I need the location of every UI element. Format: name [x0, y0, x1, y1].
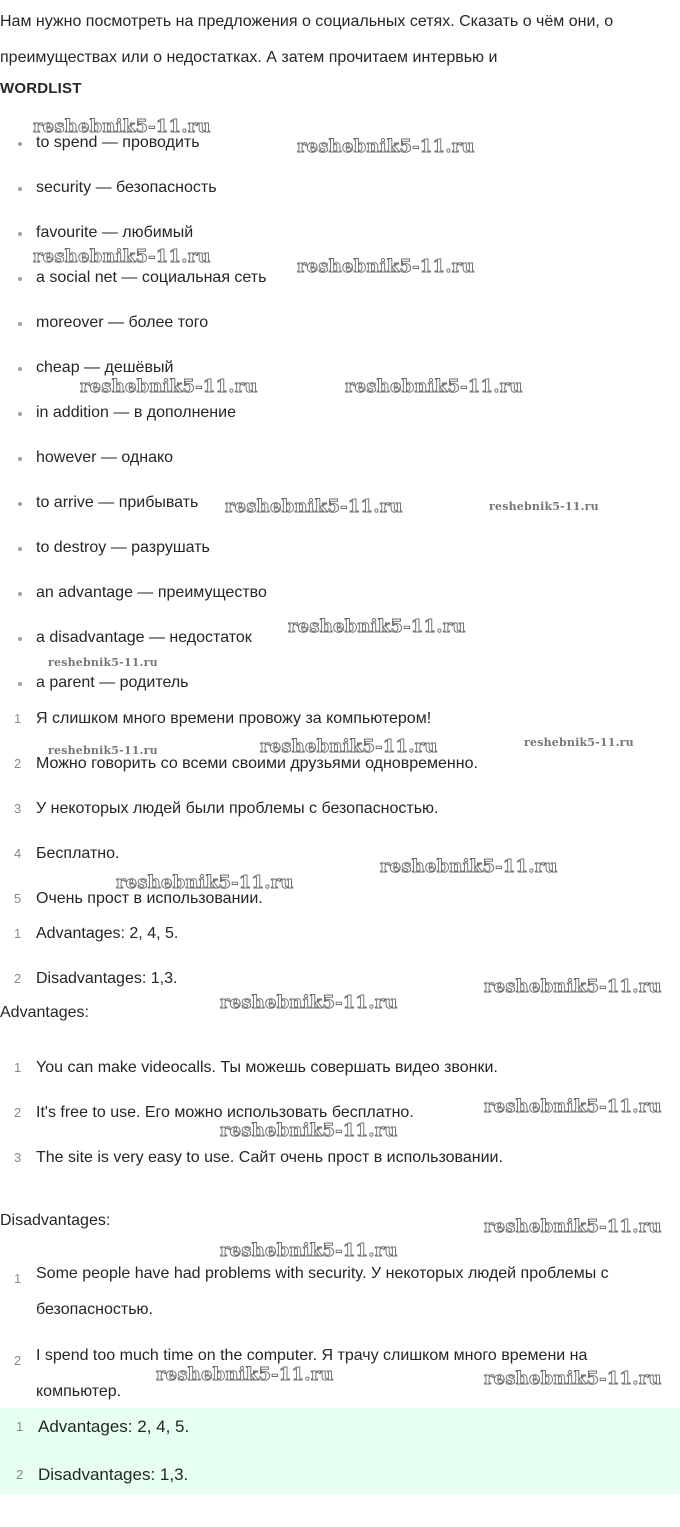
- item-number: 2: [14, 756, 22, 771]
- item-text: Advantages: 2, 4, 5.: [36, 925, 179, 942]
- item-number: 1: [14, 1060, 22, 1075]
- list-item: [0, 751, 478, 796]
- item-number: 2: [16, 1467, 24, 1482]
- watermark: reshebnik5-11.ru: [33, 246, 211, 267]
- list-item: [2, 1414, 189, 1462]
- item-text: The site is very easy to use. Сайт очень прост в использовании.: [36, 1149, 503, 1166]
- list-item: [0, 1055, 503, 1100]
- watermark: reshebnik5-11.ru: [484, 1368, 662, 1389]
- list-item: an advantage — преимущество: [0, 580, 267, 625]
- watermark: reshebnik5-11.ru: [380, 856, 558, 877]
- watermark: reshebnik5-11.ru: [484, 1216, 662, 1237]
- list-item: to destroy — разрушать: [0, 535, 267, 580]
- disadvantages-label: Disadvantages:: [0, 1212, 111, 1229]
- item-number: 1: [14, 711, 22, 726]
- list-item: in addition — в дополнение: [0, 400, 267, 445]
- item-text: Disadvantages: 1,3.: [36, 970, 178, 987]
- item-text: You can make videocalls. Ты можешь совершать видео звонки.: [36, 1059, 498, 1076]
- item-text: Очень прост в использовании.: [36, 890, 263, 907]
- item-text: Можно говорить со всеми своими друзьями одновременно.: [36, 755, 478, 772]
- list-item: [0, 921, 178, 966]
- watermark: reshebnik5-11.ru: [220, 1120, 398, 1141]
- wordlist: [0, 130, 267, 715]
- classification-list: [0, 921, 178, 1011]
- list-item: [0, 796, 478, 841]
- list-item: [0, 1256, 678, 1328]
- list-item: [0, 1100, 503, 1145]
- item-number: 2: [14, 1105, 22, 1120]
- watermark: reshebnik5-11.ru: [156, 1364, 334, 1385]
- list-item: favourite — любимый: [0, 220, 267, 265]
- watermark: reshebnik5-11.ru: [33, 116, 211, 137]
- list-item: a disadvantage — недостаток: [0, 625, 267, 670]
- answer-box: [0, 1408, 680, 1494]
- answer-list: [2, 1414, 189, 1510]
- list-item: [0, 706, 478, 751]
- item-text: It's free to use. Его можно использовать бесплатно.: [36, 1104, 414, 1121]
- item-number: 5: [14, 891, 22, 906]
- list-item: [0, 1338, 678, 1410]
- watermark: reshebnik5-11.ru: [48, 656, 158, 669]
- watermark: reshebnik5-11.ru: [484, 1096, 662, 1117]
- watermark: reshebnik5-11.ru: [484, 976, 662, 997]
- item-number: 2: [14, 1353, 22, 1368]
- item-number: 1: [16, 1419, 24, 1434]
- list-item: cheap — дешёвый: [0, 355, 267, 400]
- watermark: reshebnik5-11.ru: [220, 1240, 398, 1261]
- item-text: Some people have had problems with security. У некоторых людей проблемы с безопасностью.: [36, 1265, 609, 1318]
- watermark: reshebnik5-11.ru: [345, 376, 523, 397]
- list-item: a social net — социальная сеть: [0, 265, 267, 310]
- item-text: Advantages: 2, 4, 5.: [38, 1417, 190, 1436]
- list-item: to spend — проводить: [0, 130, 267, 175]
- item-text: I spend too much time on the computer. Я трачу слишком много времени на компьютер.: [36, 1347, 588, 1400]
- advantages-label: Advantages:: [0, 1004, 89, 1021]
- list-item: [0, 841, 478, 886]
- list-item: moreover — более того: [0, 310, 267, 355]
- item-number: 4: [14, 846, 22, 861]
- watermark: reshebnik5-11.ru: [260, 736, 438, 757]
- list-item: a parent — родитель: [0, 670, 267, 715]
- watermark: reshebnik5-11.ru: [80, 376, 258, 397]
- disadvantages-list: [0, 1256, 678, 1420]
- watermark: reshebnik5-11.ru: [48, 744, 158, 757]
- item-text: Я слишком много времени провожу за компьютером!: [36, 710, 432, 727]
- item-text: Disadvantages: 1,3.: [38, 1465, 189, 1484]
- list-item: security — безопасность: [0, 175, 267, 220]
- list-item: to arrive — прибывать: [0, 490, 267, 535]
- item-number: 3: [14, 801, 22, 816]
- watermark: reshebnik5-11.ru: [220, 992, 398, 1013]
- list-item: however — однако: [0, 445, 267, 490]
- advantages-list: [0, 1055, 503, 1190]
- watermark: reshebnik5-11.ru: [524, 736, 634, 749]
- list-item: [0, 1145, 503, 1190]
- watermark: reshebnik5-11.ru: [225, 496, 403, 517]
- watermark: reshebnik5-11.ru: [288, 616, 466, 637]
- item-text: Бесплатно.: [36, 845, 120, 862]
- sentences-list: [0, 706, 478, 931]
- wordlist-heading: WORDLIST: [0, 80, 82, 97]
- item-number: 1: [14, 1271, 22, 1286]
- watermark: reshebnik5-11.ru: [297, 136, 475, 157]
- item-number: 2: [14, 971, 22, 986]
- watermark: reshebnik5-11.ru: [489, 500, 599, 513]
- list-item: [2, 1462, 189, 1510]
- item-number: 1: [14, 926, 22, 941]
- watermark: reshebnik5-11.ru: [297, 256, 475, 277]
- item-number: 3: [14, 1150, 22, 1165]
- intro-paragraph: Нам нужно посмотреть на предложения о социальных сетях. Сказать о чём они, о преимуществах или о недостатках. А затем прочитаем интервью и: [0, 13, 614, 66]
- item-text: У некоторых людей были проблемы с безопасностью.: [36, 800, 439, 817]
- watermark: reshebnik5-11.ru: [116, 872, 294, 893]
